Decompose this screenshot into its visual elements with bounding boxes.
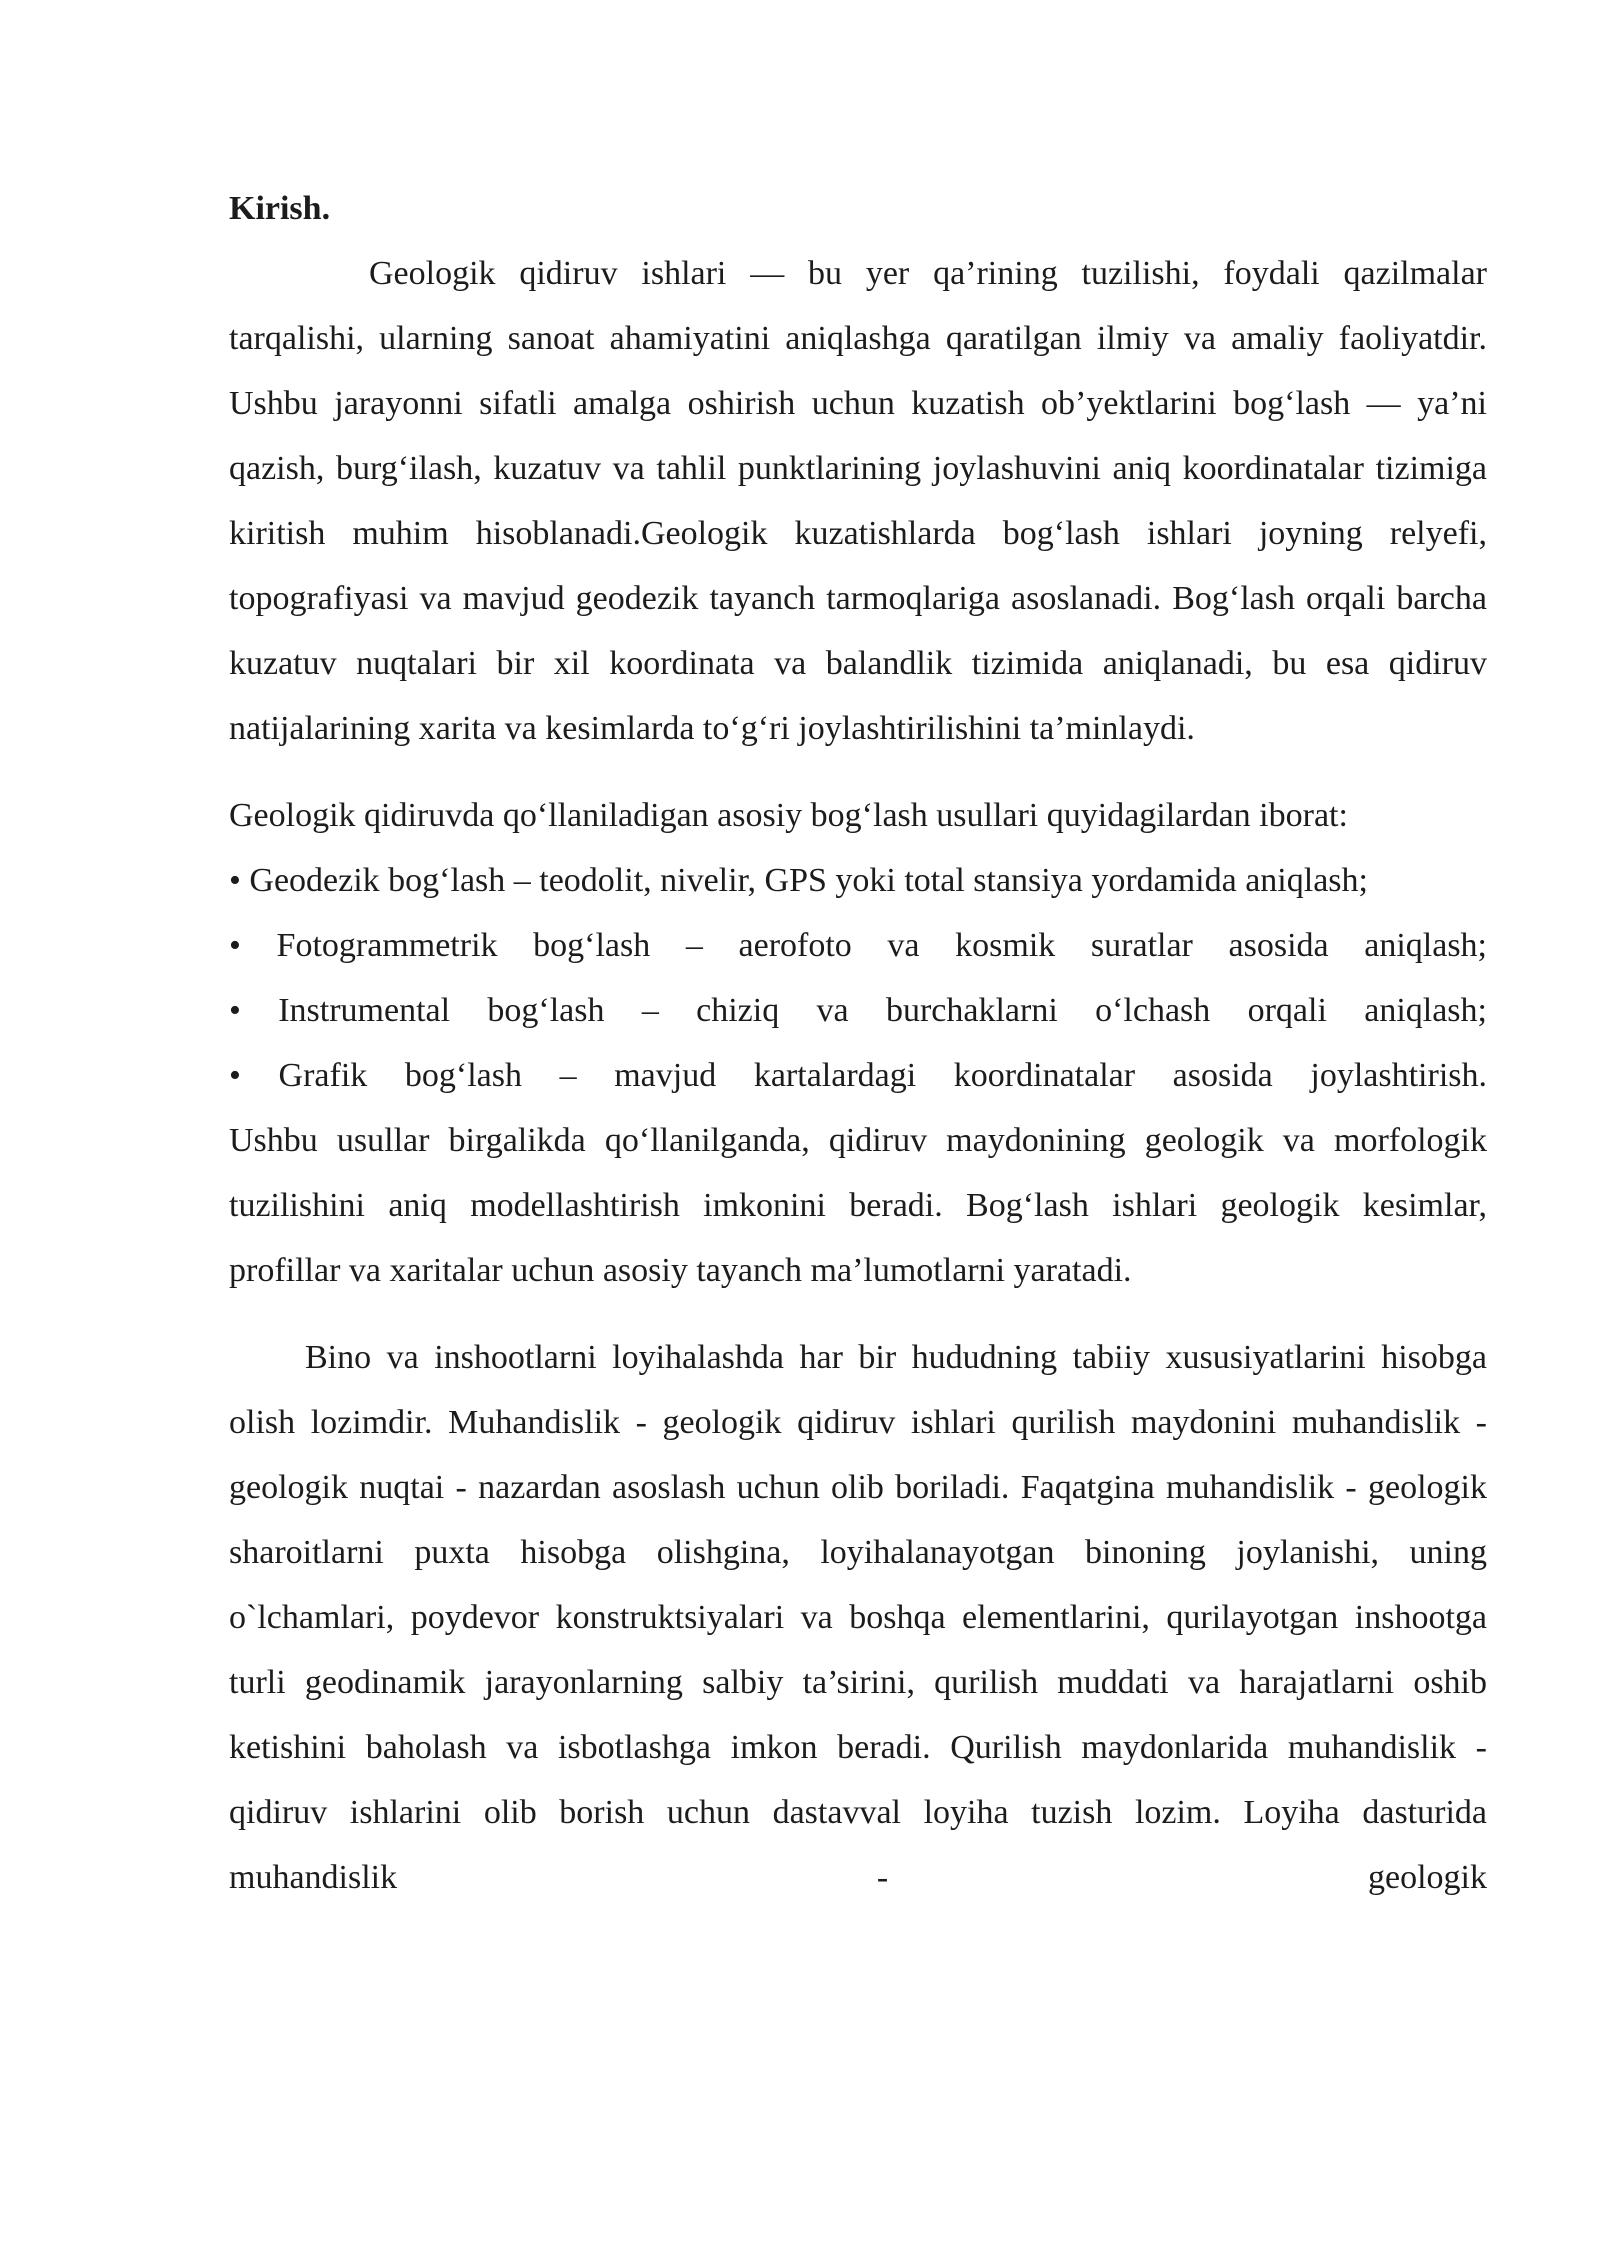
- method-item: • Fotogrammetrik bog‘lash – aerofoto va kosmik suratlar asosida aniqlash;: [229, 927, 1487, 964]
- methods-intro: Geologik qidiruvda qo‘llaniladigan asosiy bog‘lash usullari quyidagilardan iborat:: [229, 797, 1348, 834]
- document-body: [229, 176, 1487, 1910]
- construction-paragraph: Bino va inshootlarni loyihalashda har bir hududning tabiiy xususiyatlarini hisobga olish lozimdir. Muhandislik - geologik qidiruv ishlari qurilish maydonini muhandislik - geologik nuqtai - nazardan asoslash uchun olib boriladi. Faqatgina muhandislik - geologik sharoitlarni puxta hisobga olishgina, loyihalanayotgan binoning joylanishi, uning o`lchamlari, poydevor konstruktsiyalari va boshqa elementlarini, qurilayotgan inshootga turli geodinamik jarayonlarning salbiy ta’sirini, qurilish muddati va harajatlarni oshib ketishini baholash va isbotlashga imkon beradi. Qurilish maydonlarida muhandislik - qidiruv ishlarini olib borish uchun dastavval loyiha tuzish lozim. Loyiha dasturida muhandislik - geologik: [229, 1339, 1487, 1896]
- method-item: • Geodezik bog‘lash – teodolit, nivelir, GPS yoki total stansiya yordamida aniqlash;: [229, 862, 1368, 899]
- intro-paragraph: Geologik qidiruv ishlari — bu yer qa’rining tuzilishi, foydali qazilmalar tarqalishi, ularning sanoat ahamiyatini aniqlashga qaratilgan ilmiy va amaliy faoliyatdir. Ushbu jarayonni sifatli amalga oshirish uchun kuzatish ob’yektlarini bog‘lash — ya’ni qazish, burg‘ilash, kuzatuv va tahlil punktlarining joylashuvini aniq koordinatalar tizimiga kiritish muhim hisoblanadi.Geologik kuzatishlarda bog‘lash ishlari joyning relyefi, topografiyasi va mavjud geodezik tayanch tarmoqlariga asoslanadi. Bog‘lash orqali barcha kuzatuv nuqtalari bir xil koordinata va balandlik tizimida aniqlanadi, bu esa qidiruv natijalarining xarita va kesimlarda to‘g‘ri joylashtirilishini ta’minlaydi.: [229, 255, 1487, 747]
- method-item: • Grafik bog‘lash – mavjud kartalardagi koordinatalar asosida joylashtirish.: [229, 1057, 1487, 1094]
- section-heading: Kirish.: [229, 190, 331, 227]
- methods-conclusion: Ushbu usullar birgalikda qo‘llanilganda, qidiruv maydonining geologik va morfologik tuzilishini aniq modellashtirish imkonini beradi. Bog‘lash ishlari geologik kesimlar, profillar va xaritalar uchun asosiy tayanch ma’lumotlarni yaratadi.: [229, 1122, 1487, 1289]
- method-item: • Instrumental bog‘lash – chiziq va burchaklarni o‘lchash orqali aniqlash;: [229, 992, 1487, 1029]
